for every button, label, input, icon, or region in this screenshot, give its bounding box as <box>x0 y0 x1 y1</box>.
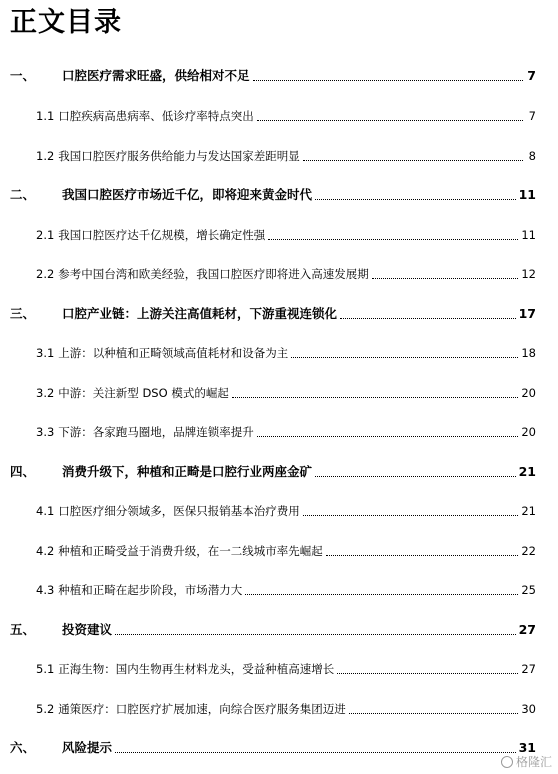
toc-number: 3.1 <box>36 346 55 360</box>
toc-number: 3.3 <box>36 425 55 439</box>
toc-entry-2-2[interactable] <box>36 264 536 284</box>
toc-title: 投资建议 <box>62 622 113 637</box>
toc-entry-2-1[interactable] <box>36 225 536 245</box>
toc-title: 口腔产业链：上游关注高值耗材，下游重视连锁化 <box>62 306 338 321</box>
toc-page-number: 18 <box>521 346 536 360</box>
dot-leader <box>303 159 523 161</box>
dot-leader <box>315 198 516 200</box>
toc-entry-section-2[interactable] <box>10 185 536 205</box>
dot-leader <box>349 712 519 714</box>
dot-leader <box>268 238 518 240</box>
toc-page-number: 27 <box>521 662 536 676</box>
toc-number: 二、 <box>10 187 36 202</box>
toc-title: 口腔疾病高患病率、低诊疗率特点突出 <box>58 109 254 123</box>
toc-number: 3.2 <box>36 386 55 400</box>
toc-number: 4.2 <box>36 544 55 558</box>
toc-page-number: 27 <box>518 622 536 637</box>
toc-title: 上游：以种植和正畸领域高值耗材和设备为主 <box>58 346 289 360</box>
toc-title: 风险提示 <box>62 740 113 755</box>
toc-title: 中游：关注新型 DSO 模式的崛起 <box>58 386 229 400</box>
toc-entry-section-5[interactable] <box>10 620 536 640</box>
toc-number: 1.1 <box>36 109 55 123</box>
toc-page-number: 20 <box>521 425 536 439</box>
toc-entry-3-2[interactable] <box>36 383 536 403</box>
dot-leader <box>115 751 516 753</box>
toc-entry-4-2[interactable] <box>36 541 536 561</box>
toc-title: 我国口腔医疗达千亿规模，增长确定性强 <box>58 228 266 242</box>
toc-entry-4-3[interactable] <box>36 580 536 600</box>
watermark <box>501 753 552 770</box>
toc-number: 2.1 <box>36 228 55 242</box>
dot-leader <box>253 79 523 81</box>
toc-number: 五、 <box>10 622 36 637</box>
toc-entry-section-3[interactable] <box>10 304 536 324</box>
toc-number: 5.2 <box>36 702 55 716</box>
toc-page-number: 30 <box>521 702 536 716</box>
toc-title: 我国口腔医疗服务供给能力与发达国家差距明显 <box>58 149 300 163</box>
dot-leader <box>303 514 519 516</box>
toc-number: 4.1 <box>36 504 55 518</box>
toc-page-number: 31 <box>518 740 536 755</box>
toc-number: 4.3 <box>36 583 55 597</box>
toc-title: 参考中国台湾和欧美经验，我国口腔医疗即将进入高速发展期 <box>58 267 369 281</box>
dot-leader <box>337 672 518 674</box>
toc-title: 下游：各家跑马圈地，品牌连锁率提升 <box>58 425 254 439</box>
toc-page-number: 22 <box>521 544 536 558</box>
dot-leader <box>326 554 519 556</box>
toc-number: 三、 <box>10 306 36 321</box>
dot-leader <box>372 277 519 279</box>
toc-page-number: 8 <box>528 149 536 163</box>
toc-page-number: 25 <box>521 583 536 597</box>
toc-page-number: 17 <box>518 306 536 321</box>
toc-title: 口腔医疗需求旺盛，供给相对不足 <box>62 68 250 83</box>
toc-number: 2.2 <box>36 267 55 281</box>
toc-number: 六、 <box>10 740 36 755</box>
toc-entry-3-1[interactable] <box>36 343 536 363</box>
toc-entry-section-1[interactable] <box>10 66 536 86</box>
toc-number: 5.1 <box>36 662 55 676</box>
toc-title: 我国口腔医疗市场近千亿，即将迎来黄金时代 <box>62 187 313 202</box>
toc-title: 通策医疗：口腔医疗扩展加速，向综合医疗服务集团迈进 <box>58 702 346 716</box>
toc-page-number: 21 <box>521 504 536 518</box>
toc-entry-1-2[interactable] <box>36 146 536 166</box>
toc-entry-4-1[interactable] <box>36 501 536 521</box>
toc-title: 消费升级下，种植和正畸是口腔行业两座金矿 <box>62 464 313 479</box>
dot-leader <box>257 119 523 121</box>
toc-entry-section-4[interactable] <box>10 462 536 482</box>
toc-page-number: 7 <box>527 68 536 83</box>
dot-leader <box>257 435 519 437</box>
watermark-text: 格隆汇 <box>515 755 552 769</box>
toc-entry-5-1[interactable] <box>36 659 536 679</box>
watermark-logo-icon <box>501 756 513 768</box>
dot-leader <box>115 633 516 635</box>
toc-page-number: 12 <box>521 267 536 281</box>
toc-number: 1.2 <box>36 149 55 163</box>
toc-number: 一、 <box>10 68 36 83</box>
page-title: 正文目录 <box>10 7 122 38</box>
dot-leader <box>340 317 516 319</box>
toc-title: 种植和正畸在起步阶段，市场潜力大 <box>58 583 243 597</box>
dot-leader <box>232 396 519 398</box>
toc-entry-3-3[interactable] <box>36 422 536 442</box>
toc-entry-1-1[interactable] <box>36 106 536 126</box>
toc-page-number: 20 <box>521 386 536 400</box>
toc-number: 四、 <box>10 464 36 479</box>
toc-title: 正海生物：国内生物再生材料龙头，受益种植高速增长 <box>58 662 335 676</box>
dot-leader <box>245 593 518 595</box>
toc-entry-5-2[interactable] <box>36 699 536 719</box>
toc-page-number: 11 <box>521 228 536 242</box>
toc-title: 种植和正畸受益于消费升级，在一二线城市率先崛起 <box>58 544 323 558</box>
toc-page-number: 21 <box>518 464 536 479</box>
toc-entry-section-6[interactable] <box>10 738 536 758</box>
toc-page-number: 11 <box>518 187 536 202</box>
toc-title: 口腔医疗细分领域多，医保只报销基本治疗费用 <box>58 504 300 518</box>
dot-leader <box>315 475 516 477</box>
dot-leader <box>291 356 518 358</box>
toc-page-number: 7 <box>528 109 536 123</box>
